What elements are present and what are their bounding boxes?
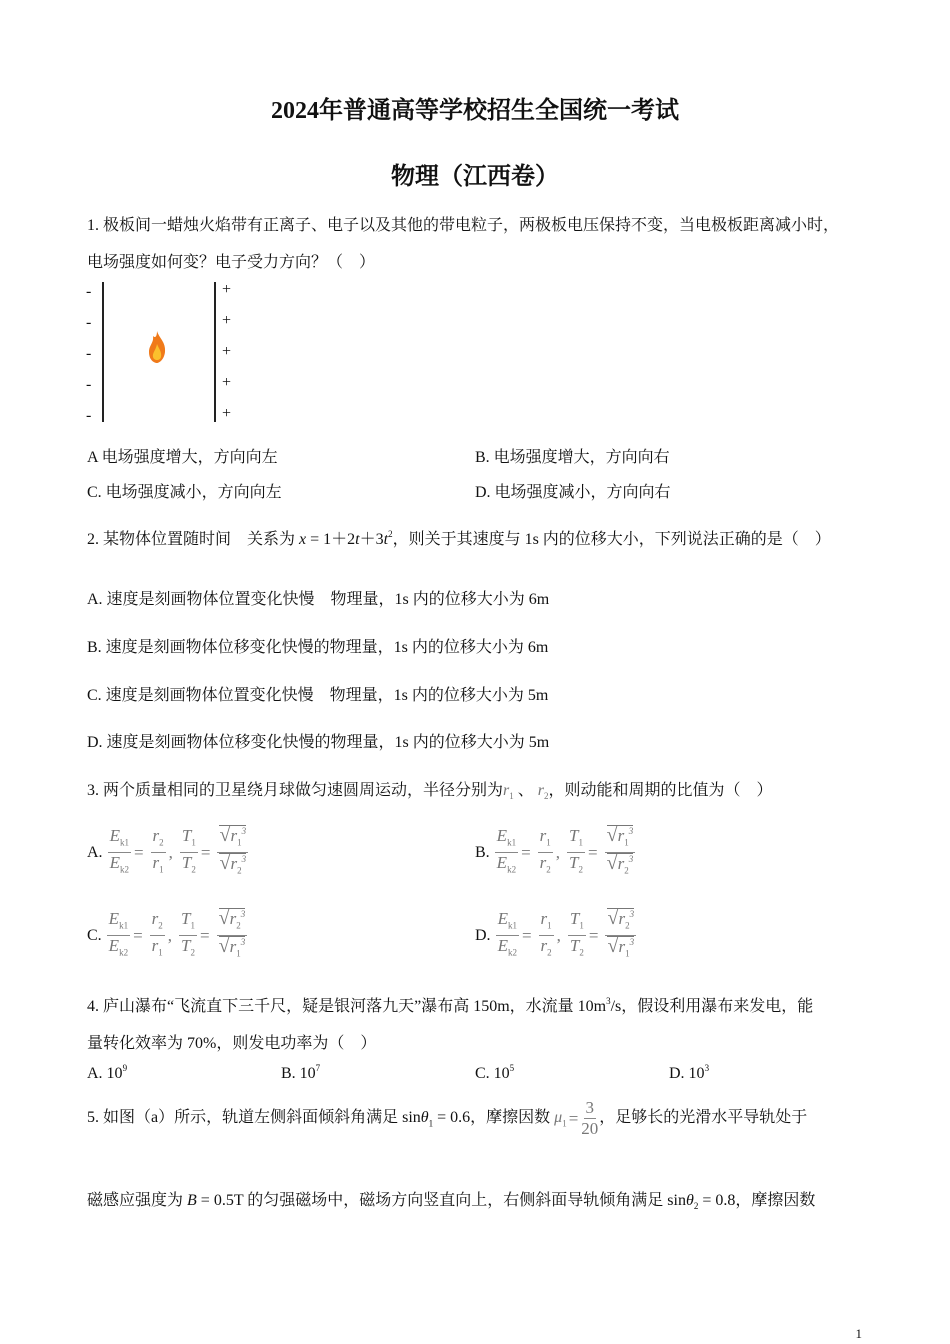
option-label: C. 10 [475, 1065, 510, 1082]
subscript: k2 [119, 947, 129, 958]
t-fraction [180, 826, 198, 880]
var-t: T [181, 936, 191, 956]
equals-sign: = [568, 1108, 579, 1128]
candle-flame-icon [147, 330, 167, 364]
minus-sign: - [86, 376, 92, 393]
equals-sign: = [133, 925, 143, 945]
subscript: 1 [159, 864, 164, 875]
denominator [182, 853, 196, 879]
q4-text-line1 [87, 993, 813, 1016]
exponent: 7 [315, 1063, 321, 1073]
q1-text-line1: 1. 极板间一蜡烛火焰带有正离子、电子以及其他的带电粒子，两极板电压保持不变，当电极板距离减小时， [87, 217, 840, 234]
subscript: 2 [237, 865, 242, 876]
ek-fraction [108, 826, 131, 880]
denominator [152, 936, 163, 962]
exponent: 3 [241, 826, 247, 836]
var-t: T [181, 853, 192, 873]
denominator [153, 853, 164, 879]
subscript: 1 [625, 948, 630, 959]
denominator [570, 936, 584, 962]
q1-option-b: B. 电场强度增大，方向向右 [475, 449, 670, 466]
comma: , [555, 842, 561, 862]
numerator [539, 909, 554, 936]
t-fraction [568, 909, 586, 963]
numerator [567, 826, 585, 853]
numerator [108, 826, 131, 853]
equals-sign: = [588, 842, 598, 862]
q5-line2b: = 0.5T 的匀强磁场中，磁场方向竖直向上，右侧斜面导轨倾角满足 sin [196, 1192, 686, 1209]
numerator [605, 825, 636, 853]
var-e: E [108, 936, 120, 956]
numerator [605, 908, 636, 936]
var-r: r [539, 826, 547, 845]
minus-sign: - [86, 345, 92, 362]
sqrt-fraction [217, 908, 248, 964]
q2-text [87, 526, 831, 549]
q4-option-b [281, 1065, 320, 1083]
q2-eq: = 1＋2 [306, 531, 356, 548]
subscript: 2 [625, 920, 630, 931]
subscript: k2 [507, 864, 517, 875]
denominator [110, 853, 129, 879]
var-e: E [497, 909, 508, 928]
subscript: 2 [547, 947, 552, 958]
denominator [497, 853, 516, 879]
r-fraction [538, 826, 553, 880]
mu-fraction [581, 1098, 598, 1139]
subscript: 2 [544, 791, 549, 802]
subscript: 1 [579, 920, 584, 931]
option-label: C. [87, 926, 102, 944]
minus-signs [86, 276, 91, 431]
subscript: 1 [547, 920, 552, 931]
var-r1: r [503, 782, 510, 799]
page-number: 1 [855, 1326, 862, 1341]
equals-sign: = [521, 842, 531, 862]
r-fraction [150, 909, 165, 963]
minus-sign: - [86, 314, 92, 331]
option-label: B. [475, 843, 490, 861]
comma: , [556, 925, 561, 945]
denominator [181, 936, 195, 962]
exponent: 3 [629, 909, 635, 919]
denominator [541, 936, 552, 962]
numerator [568, 909, 586, 936]
q2-suffix: ，则关于其速度与 1s 内的位移大小，下列说法正确的是（ ） [392, 531, 831, 548]
subscript: k2 [119, 864, 129, 875]
exponent: 3 [628, 826, 634, 836]
var-e: E [108, 909, 120, 928]
var-mu: μ [554, 1109, 563, 1127]
q5-text-a: 5. 如图（a）所示，轨道左侧斜面倾斜角满足 sin [87, 1109, 421, 1127]
exponent: 9 [122, 1063, 128, 1073]
q3-option-c [87, 908, 248, 964]
negative-plate [102, 282, 104, 422]
option-label: A. [87, 843, 103, 861]
numerator: 3 [585, 1098, 595, 1117]
q5-line2c: = 0.8，摩擦因数 [698, 1192, 816, 1209]
var-e: E [109, 853, 120, 873]
subscript: 2 [236, 920, 241, 931]
plus-sign: + [222, 405, 232, 422]
subscript: k1 [507, 920, 517, 931]
option-label: A. 10 [87, 1065, 123, 1082]
q1-option-d: D. 电场强度减小，方向向右 [475, 484, 671, 501]
exponent: 3 [704, 1063, 710, 1073]
subscript: 2 [579, 947, 584, 958]
exponent: 3 [628, 854, 634, 865]
minus-sign: - [86, 407, 92, 424]
equals-sign: = [133, 842, 144, 862]
var-r2: r [537, 782, 544, 799]
sqrt-fraction [605, 825, 636, 881]
denominator [219, 853, 246, 880]
exponent: 3 [240, 909, 246, 919]
exponent: 3 [240, 937, 246, 948]
denominator [607, 853, 634, 880]
option-label: D. 10 [669, 1065, 705, 1082]
subscript: 2 [624, 865, 629, 876]
subscript: 1 [509, 791, 514, 802]
subscript: 2 [578, 864, 583, 875]
subscript: k2 [507, 947, 517, 958]
var-e: E [496, 853, 508, 873]
q1-text-line2: 电场强度如何变？电子受力方向？（ ） [87, 254, 376, 271]
subscript: 1 [562, 1118, 567, 1129]
subscript: 1 [546, 837, 551, 848]
q1-option-a: A 电场强度增大，方向向左 [87, 449, 278, 466]
subscript: 1 [624, 837, 629, 848]
var-r: r [540, 909, 548, 928]
var-r: r [229, 909, 237, 928]
q2-prefix: 2. 某物体位置随时间 关系为 [87, 531, 296, 548]
var-t: t [355, 531, 360, 548]
exponent: 3 [241, 854, 247, 865]
q2-option-a: A. 速度是刻画物体位置变化快慢 物理量，1s 内的位移大小为 6m [87, 591, 550, 608]
q2-option-b: B. 速度是刻画物体位移变化快慢的物理量，1s 内的位移大小为 6m [87, 639, 549, 656]
numerator [217, 825, 248, 853]
subscript: 2 [190, 947, 195, 958]
separator: 、 [517, 782, 534, 799]
subscript: k1 [119, 920, 129, 931]
var-theta: θ [685, 1192, 694, 1209]
numerator [150, 909, 165, 936]
var-t: T [569, 909, 580, 928]
var-r: r [540, 936, 548, 956]
q2-mid: ＋3 [359, 531, 384, 548]
q5-text-c: ，足够长的光滑水平导轨处于 [599, 1109, 808, 1127]
sqrt-icon [607, 825, 634, 848]
q4-option-d [669, 1065, 709, 1083]
denominator [109, 936, 128, 962]
var-r: r [229, 937, 237, 957]
equals-sign: = [588, 925, 599, 945]
equals-sign: = [200, 925, 210, 945]
q5-text-line2 [87, 1187, 815, 1211]
var-r: r [151, 909, 159, 928]
q1-option-c: C. 电场强度减小，方向向左 [87, 484, 282, 501]
q5-text-b: = 0.6，摩擦因数 [433, 1109, 551, 1127]
var-t: T [569, 936, 580, 956]
q3-option-a [87, 825, 249, 881]
numerator [107, 909, 130, 936]
subscript: 1 [578, 837, 583, 848]
subscript: k1 [119, 837, 129, 848]
q4-line1b: /s，假设利用瀑布来发电，能 [610, 998, 814, 1015]
comma: , [167, 925, 173, 945]
t-fraction [567, 826, 585, 880]
var-r: r [152, 826, 160, 845]
subscript: 2 [546, 864, 551, 875]
var-e: E [109, 826, 120, 845]
var-r: r [618, 909, 626, 928]
plus-signs [222, 274, 231, 429]
q3-option-b [475, 825, 636, 881]
var-x: x [299, 531, 307, 548]
numerator [217, 908, 248, 936]
plus-sign: + [222, 281, 232, 298]
equals-sign: = [521, 925, 532, 945]
numerator [179, 909, 197, 936]
minus-sign: - [86, 283, 92, 300]
var-r: r [230, 826, 238, 845]
var-t: T [569, 826, 579, 845]
ek-fraction [496, 909, 519, 963]
denominator [607, 936, 634, 963]
plus-sign: + [222, 374, 232, 391]
subscript: k1 [507, 837, 517, 848]
q3-text [87, 777, 773, 801]
q4-text-line2: 量转化效率为 70%，则发电功率为（ ） [87, 1035, 377, 1052]
sqrt-icon [219, 825, 247, 848]
exam-subtitle: 物理（江西卷） [391, 164, 559, 190]
var-r: r [230, 854, 238, 874]
subscript: 1 [191, 837, 196, 848]
numerator [538, 826, 553, 853]
subscript: 2 [191, 864, 196, 875]
subscript: 1 [190, 920, 195, 931]
denominator: 20 [581, 1119, 599, 1138]
t-fraction [179, 909, 197, 963]
var-e: E [497, 936, 508, 956]
var-theta: θ [420, 1109, 429, 1127]
sqrt-icon [219, 853, 247, 876]
numerator [180, 826, 198, 853]
numerator [496, 909, 519, 936]
exponent: 3 [606, 996, 611, 1006]
q3-suffix: ，则动能和周期的比值为（ ） [548, 782, 773, 799]
r-fraction [539, 909, 554, 963]
q2-option-c: C. 速度是刻画物体位置变化快慢 物理量，1s 内的位移大小为 5m [87, 687, 549, 704]
var-t: T [181, 826, 192, 845]
subscript: 1 [158, 947, 163, 958]
denominator [498, 936, 517, 962]
subscript: 2 [159, 837, 164, 848]
var-e: E [496, 826, 508, 845]
option-label: D. [475, 926, 491, 944]
equals-sign: = [200, 842, 211, 862]
ek-fraction [495, 826, 518, 880]
var-b: B [187, 1192, 197, 1209]
q5-line2a: 磁感应强度为 [87, 1192, 188, 1209]
positive-plate [214, 282, 216, 422]
var-r: r [152, 853, 160, 873]
sqrt-icon [219, 908, 246, 931]
sqrt-fraction [605, 908, 636, 964]
sqrt-icon [219, 936, 246, 959]
denominator [540, 853, 551, 879]
denominator [569, 853, 583, 879]
q4-option-a [87, 1065, 127, 1083]
comma: , [168, 842, 173, 862]
subscript: 1 [428, 1118, 434, 1129]
var-t: T [569, 853, 579, 873]
q3-option-d [475, 908, 637, 964]
ek-fraction [107, 909, 130, 963]
subscript: 1 [237, 837, 242, 848]
q3-prefix: 3. 两个质量相同的卫星绕月球做匀速圆周运动，半径分别为 [87, 782, 504, 799]
subscript: 1 [236, 948, 241, 959]
exponent: 2 [388, 529, 393, 539]
option-label: B. 10 [281, 1065, 316, 1082]
var-r: r [617, 826, 625, 845]
var-r: r [617, 854, 625, 874]
q4-option-c [475, 1065, 514, 1083]
var-r: r [151, 936, 159, 956]
var-t: t [383, 531, 389, 548]
subscript: 2 [693, 1201, 699, 1212]
plus-sign: + [222, 312, 232, 329]
sqrt-icon [607, 936, 635, 959]
var-r: r [539, 853, 547, 873]
plus-sign: + [222, 343, 232, 360]
subscript: 2 [158, 920, 163, 931]
exponent: 3 [629, 937, 635, 948]
var-r: r [618, 937, 626, 957]
sqrt-fraction [217, 825, 248, 881]
exam-title: 2024年普通高等学校招生全国统一考试 [271, 98, 679, 124]
numerator [151, 826, 166, 853]
sqrt-icon [607, 908, 635, 931]
q4-line1a: 4. 庐山瀑布“飞流直下三千尺，疑是银河落九天”瀑布高 150m，水流量 10m [87, 998, 607, 1015]
denominator [219, 936, 246, 963]
var-t: T [181, 909, 191, 928]
exponent: 5 [509, 1063, 515, 1073]
sqrt-icon [607, 853, 634, 876]
q5-text-line1 [87, 1098, 807, 1139]
r-fraction [151, 826, 166, 880]
q2-option-d: D. 速度是刻画物体位移变化快慢的物理量，1s 内的位移大小为 5m [87, 734, 550, 751]
numerator [495, 826, 518, 853]
